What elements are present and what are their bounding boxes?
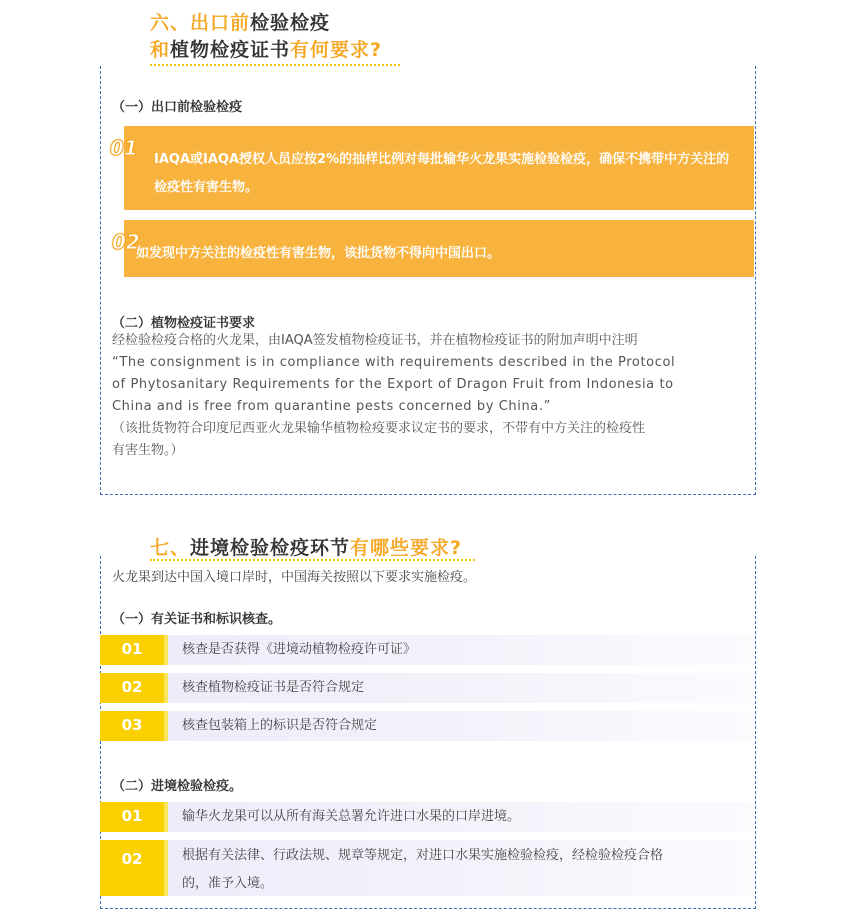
check-row-01 xyxy=(100,635,754,665)
section7-sub2: （二）进境检验检疫。 xyxy=(112,779,243,794)
section7-title-orange: 七、 xyxy=(150,537,191,559)
section6-title-dark: 检验检疫 xyxy=(250,12,331,34)
para-line-6: 有害生物。） xyxy=(112,443,184,458)
section6-paragraph xyxy=(112,330,744,462)
entry-row-01 xyxy=(100,802,754,832)
check-row-01-text: 核查是否获得《进境动植物检疫许可证》 xyxy=(182,642,417,657)
check-row-02-text: 核查植物检疫证书是否符合规定 xyxy=(182,680,365,695)
section7-title-dark: 进境检验检疫环节 xyxy=(190,537,351,559)
check-row-03 xyxy=(100,711,754,741)
para-line-2: “The consignment is in compliance with requirements described in the Protocol xyxy=(112,355,676,370)
section6-title2-dark: 植物检疫证书 xyxy=(170,39,291,61)
check-row-03-text: 核查包装箱上的标识是否符合规定 xyxy=(182,718,378,733)
section7-sub1: （一）有关证书和标识核查。 xyxy=(112,612,282,627)
entry-row-02 xyxy=(100,840,754,896)
para-line-3: of Phytosanitary Requirements for the Export of Dragon Fruit from Indonesia to xyxy=(112,377,674,392)
section6-item-02-number: 02 xyxy=(112,230,140,254)
section6-title-line2 xyxy=(150,37,382,63)
check-row-01-number: 01 xyxy=(100,635,164,665)
entry-row-02-line1: 根据有关法律、行政法规、规章等规定，对进口水果实施检验检疫，经检验检疫合格 xyxy=(182,848,664,863)
section6-item-01-text: IAQA或IAQA授权人员应按2%的抽样比例对每批输华火龙果实施检验检疫，确保不携带中方关注的检疫性有害生物。 xyxy=(154,152,730,195)
section6-item-02 xyxy=(124,220,754,277)
check-row-03-number: 03 xyxy=(100,711,164,741)
entry-row-01-number: 01 xyxy=(100,802,164,832)
section6-title-orange: 六、出口前 xyxy=(150,12,251,34)
section6-item-01 xyxy=(124,126,754,210)
section6-title2-orange2: 有何要求? xyxy=(290,39,383,61)
section7-intro: 火龙果到达中国入境口岸时，中国海关按照以下要求实施检疫。 xyxy=(112,570,477,585)
para-line-4: China and is free from quarantine pests concerned by China.” xyxy=(112,399,551,414)
entry-row-02-number: 02 xyxy=(100,840,164,896)
para-line-5: （该批货物符合印度尼西亚火龙果输华植物检疫要求议定书的要求，不带有中方关注的检疫性 xyxy=(112,421,646,436)
section6-title-line1 xyxy=(150,10,330,36)
entry-row-02-line2: 的，准予入境。 xyxy=(182,876,274,891)
section7-title-orange2: 有哪些要求? xyxy=(350,537,463,559)
check-row-02 xyxy=(100,673,754,703)
entry-row-01-text: 输华火龙果可以从所有海关总署允许进口水果的口岸进境。 xyxy=(182,809,521,824)
section6-item-01-number: 01 xyxy=(110,136,138,160)
entry-row-02-text xyxy=(182,842,744,898)
para-line-1: 经检验检疫合格的火龙果，由IAQA签发植物检疫证书，并在植物检疫证书的附加声明中注明 xyxy=(112,333,638,348)
section6-title2-orange: 和 xyxy=(150,39,171,61)
section6-sub2: （二）植物检疫证书要求 xyxy=(112,316,256,331)
section6-item-02-text: 如发现中方关注的检疫性有害生物，该批货物不得向中国出口。 xyxy=(136,246,501,261)
check-row-02-number: 02 xyxy=(100,673,164,703)
section6-sub1: （一）出口前检验检疫 xyxy=(112,100,243,115)
